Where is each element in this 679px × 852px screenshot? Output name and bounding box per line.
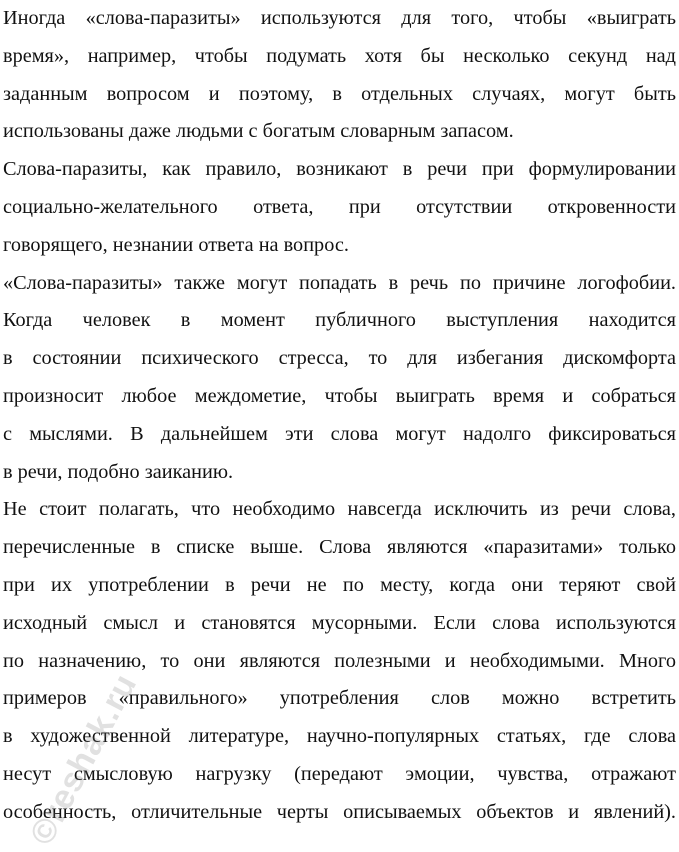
text-line: Не стоит полагать, что необходимо навсегда исключить из речи слова,	[3, 498, 676, 521]
watermark: ©reshak.ru	[22, 667, 145, 852]
paragraph-4	[3, 491, 676, 831]
text-line: заданным вопросом и поэтому, в отдельных случаях, могут быть	[3, 82, 676, 105]
paragraph-3	[3, 265, 676, 492]
text-line: в художественной литературе, научно-популярных статьях, где слова	[3, 725, 676, 748]
text-line: время», например, чтобы подумать хотя бы несколько секунд над	[3, 44, 676, 67]
text-line: в состоянии психического стресса, то для избегания дискомфорта	[3, 347, 676, 370]
text-line: «Слова-паразиты» также могут попадать в речь по причине логофобии.	[3, 271, 676, 294]
document-body	[3, 0, 676, 832]
text-line: несут смысловую нагрузку (передают эмоции, чувства, отражают	[3, 762, 676, 785]
text-line: перечисленные в списке выше. Слова являются «паразитами» только	[3, 536, 676, 559]
text-line: по назначению, то они являются полезными и необходимыми. Много	[3, 649, 676, 672]
text-line: Когда человек в момент публичного выступления находится	[3, 309, 676, 332]
paragraph-1	[3, 0, 676, 151]
text-line: произносит любое междометие, чтобы выиграть время и собраться	[3, 384, 676, 407]
text-line: в речи, подобно заиканию.	[3, 460, 234, 483]
text-line: социально-желательного ответа, при отсутствии откровенности	[3, 195, 676, 218]
text-line: при их употреблении в речи не по месту, когда они теряют свой	[3, 573, 676, 596]
text-line: Иногда «слова-паразиты» используются для того, чтобы «выиграть	[3, 7, 676, 29]
text-line: говорящего, незнании ответа на вопрос.	[3, 233, 349, 256]
paragraph-2	[3, 151, 676, 264]
text-line: особенность, отличительные черты описываемых объектов и явлений).	[3, 800, 676, 823]
text-line: примеров «правильного» употребления слов можно встретить	[3, 687, 676, 710]
text-line: использованы даже людьми с богатым словарным запасом.	[3, 120, 514, 143]
text-line: исходный смысл и становятся мусорными. Если слова используются	[3, 611, 676, 634]
text-line: с мыслями. В дальнейшем эти слова могут надолго фиксироваться	[3, 422, 676, 445]
text-line: Слова-паразиты, как правило, возникают в речи при формулировании	[3, 158, 676, 181]
